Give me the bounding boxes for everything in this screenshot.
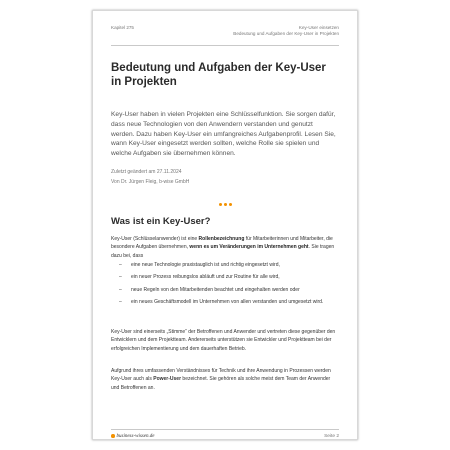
brand-logo[interactable]	[111, 434, 154, 439]
document-page	[92, 10, 358, 440]
last-changed: Zuletzt geändert am 27.11.2024	[111, 169, 182, 175]
bullet-list	[119, 261, 341, 311]
intro-text-2: für Mitarbeiterinnen und Mitarbeiter, die besondere Aufgaben übernehmen,	[111, 236, 333, 251]
page-footer	[111, 429, 339, 442]
subsection-label: Bedeutung und Aufgaben der Key-User in Projekten	[233, 31, 339, 36]
dot-icon	[224, 203, 227, 206]
dot-icon	[219, 203, 222, 206]
intro-text-1: Key-User (Schlüsselanwender) ist eine	[111, 236, 199, 242]
brand-name: business-wissen.de	[116, 434, 155, 439]
brand-dot-icon	[111, 434, 115, 438]
chapter-label: Kapitel 275	[111, 25, 134, 30]
intro-bold-1: Rollenbezeichnung	[198, 236, 245, 242]
article-meta	[111, 167, 337, 187]
page-number: Seite 2	[324, 434, 339, 439]
para3-bold: Power-User	[153, 376, 182, 383]
separator-dots	[93, 193, 357, 199]
power-user-paragraph	[111, 367, 339, 392]
author-line: Von Dr. Jürgen Fleig, b-wise GmbH	[111, 179, 190, 185]
header-right	[233, 25, 339, 37]
para3-text-2: bezeichnet. Sie gehören als solche meist dem Team der Anwender und Betroffenen an.	[111, 376, 331, 391]
list-item: – ein neues Geschäftsmodell im Unternehmen von allen verstanden und umgesetzt wird.	[119, 298, 341, 306]
intro-paragraph	[111, 235, 339, 260]
section-label: Key-User einsetzen	[298, 25, 339, 30]
lead-paragraph: Key-User haben in vielen Projekten eine Schlüsselfunktion. Sie sorgen dafür, dass neue Technologien von den Anwendern verstanden und genutzt werden. Dazu haben Key-User ein umfangreiches Aufgabenprofil. Lesen Sie, wann Key-User eingesetzt werden sollten, welche Rolle sie spielen und welche Aufgaben sie übernehmen können.	[111, 111, 336, 158]
list-item: – eine neue Technologie praxistauglich ist und richtig eingesetzt wird,	[119, 261, 341, 269]
page-header	[111, 25, 339, 46]
dot-icon	[229, 203, 232, 206]
para3-text-1: Aufgrund ihres umfassenden Verständnisses für Technik und ihre Anwendung in Prozessen werden Key-User auch als	[111, 368, 331, 383]
intro-text-3: . Sie tragen dazu bei, dass	[111, 244, 335, 259]
list-item: – neue Regeln von den Mitarbeitenden beachtet und eingehalten werden oder	[119, 286, 341, 294]
stakeholder-paragraph: Key-User sind einerseits „Stimme“ der Betroffenen und Anwender und vertreten diese gegenüber den Entwicklern und dem Projektteam. Andererseits unterstützen sie Entwickler und Projektteam bei der erfolgreichen Implementierung und dem dauerhaften Betrieb.	[111, 329, 336, 352]
page-title: Bedeutung und Aufgaben der Key-User in Projekten	[111, 62, 326, 88]
list-item: – ein neuer Prozess reibungslos abläuft und zur Routine für alle wird,	[119, 273, 341, 281]
section-heading: Was ist ein Key-User?	[111, 216, 211, 227]
intro-bold-2: wenn es um Veränderungen im Unternehmen geht	[189, 244, 309, 251]
